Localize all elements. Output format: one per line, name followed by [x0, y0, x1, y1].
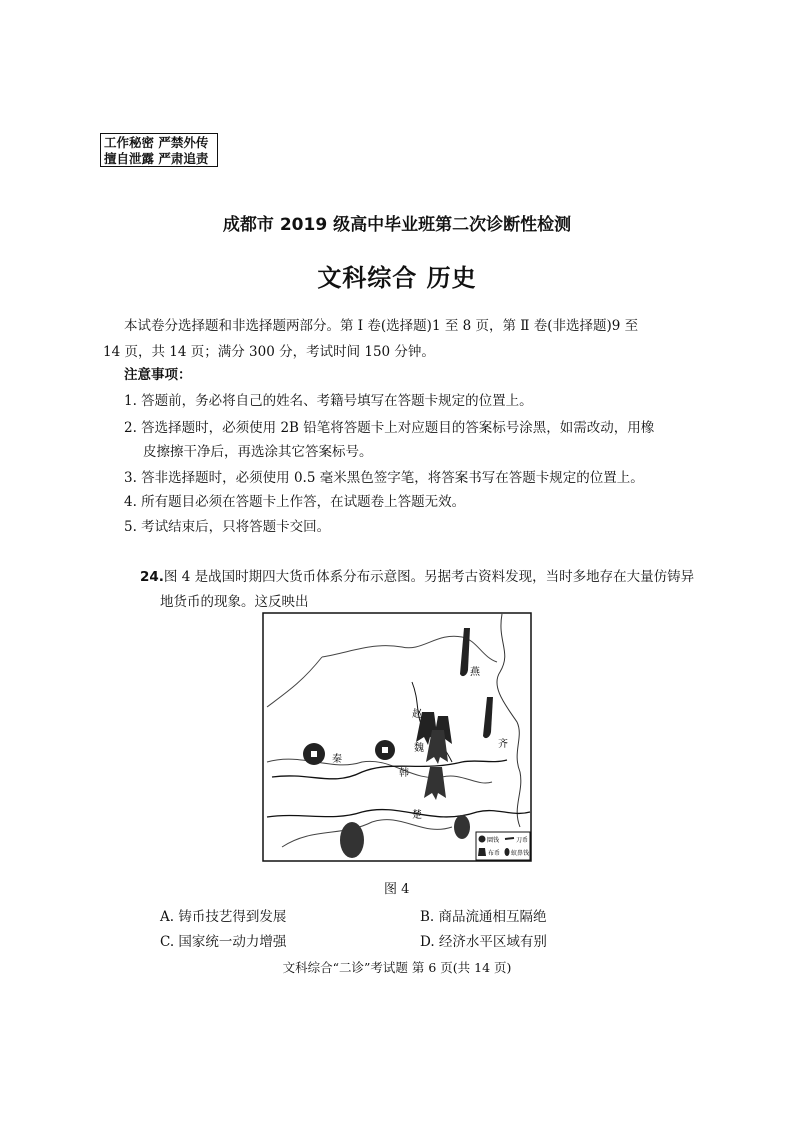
note-item-continued: 皮擦擦干净后，再选涂其它答案标号。	[143, 444, 373, 460]
figure-caption: 图 4	[384, 882, 410, 897]
confidential-stamp	[100, 133, 218, 167]
question-stem	[140, 565, 694, 585]
map-label-qin: 秦	[332, 754, 342, 765]
question-number: 24.	[140, 569, 164, 585]
question-text-line-2: 地货币的现象。这反映出	[160, 594, 309, 610]
option-c: C. 国家统一动力增强	[160, 934, 287, 950]
note-item: 3. 答非选择题时，必须使用 0.5 毫米黑色签字笔，将答案书写在答题卡规定的位置上。	[124, 470, 644, 486]
legend-knife-coin: 刀币	[516, 837, 529, 844]
note-item: 5. 考试结束后，只将答题卡交回。	[124, 519, 331, 535]
stamp-line-1: 工作秘密 严禁外传	[104, 135, 209, 150]
map-label-wei: 魏	[414, 743, 424, 754]
option-b: B. 商品流通相互隔绝	[420, 909, 547, 925]
option-a: A. 铸币技艺得到发展	[160, 909, 287, 925]
map-label-han: 韩	[399, 768, 409, 779]
note-item: 2. 答选择题时，必须使用 2B 铅笔将答题卡上对应题目的答案标号涂黑，如需改动，用橡	[124, 420, 655, 436]
option-d: D. 经济水平区域有别	[420, 934, 547, 950]
note-item: 4. 所有题目必须在答题卡上作答，在试题卷上答题无效。	[124, 494, 466, 510]
stamp-line-2: 擅自泄露 严肃追责	[104, 151, 209, 166]
intro-line-2: 14 页，共 14 页；满分 300 分，考试时间 150 分钟。	[103, 344, 435, 360]
exam-title: 成都市 2019 级高中毕业班第二次诊断性检测	[222, 215, 572, 235]
warring-states-currency-map	[262, 612, 532, 862]
map-label-zhao: 赵	[412, 709, 422, 720]
page-footer: 文科综合“二诊”考试题 第 6 页(共 14 页)	[282, 960, 512, 975]
legend-spade-coin: 布币	[488, 850, 501, 857]
map-label-yan: 燕	[470, 667, 480, 678]
map-legend	[476, 832, 530, 860]
intro-line-1: 本试卷分选择题和非选择题两部分。第 Ⅰ 卷(选择题)1 至 8 页，第 Ⅱ 卷(非选择题)9 至	[124, 318, 639, 334]
notes-title: 注意事项：	[124, 367, 192, 383]
question-text-line-1: 图 4 是战国时期四大货币体系分布示意图。另据考古资料发现，当时多地存在大量仿铸异	[163, 569, 695, 585]
map-label-qi: 齐	[498, 739, 508, 750]
legend-round-coin: 圜钱	[487, 837, 500, 844]
note-item: 1. 答题前，务必将自己的姓名、考籍号填写在答题卡规定的位置上。	[124, 393, 533, 409]
chu-ant-nose-coin-icon	[340, 822, 364, 858]
chu-ant-nose-coin-icon	[454, 815, 470, 839]
map-label-chu: 楚	[412, 810, 422, 821]
subject-title: 文科综合 历史	[317, 264, 477, 292]
legend-ant-nose-coin: 蚁鼻钱	[511, 850, 530, 857]
